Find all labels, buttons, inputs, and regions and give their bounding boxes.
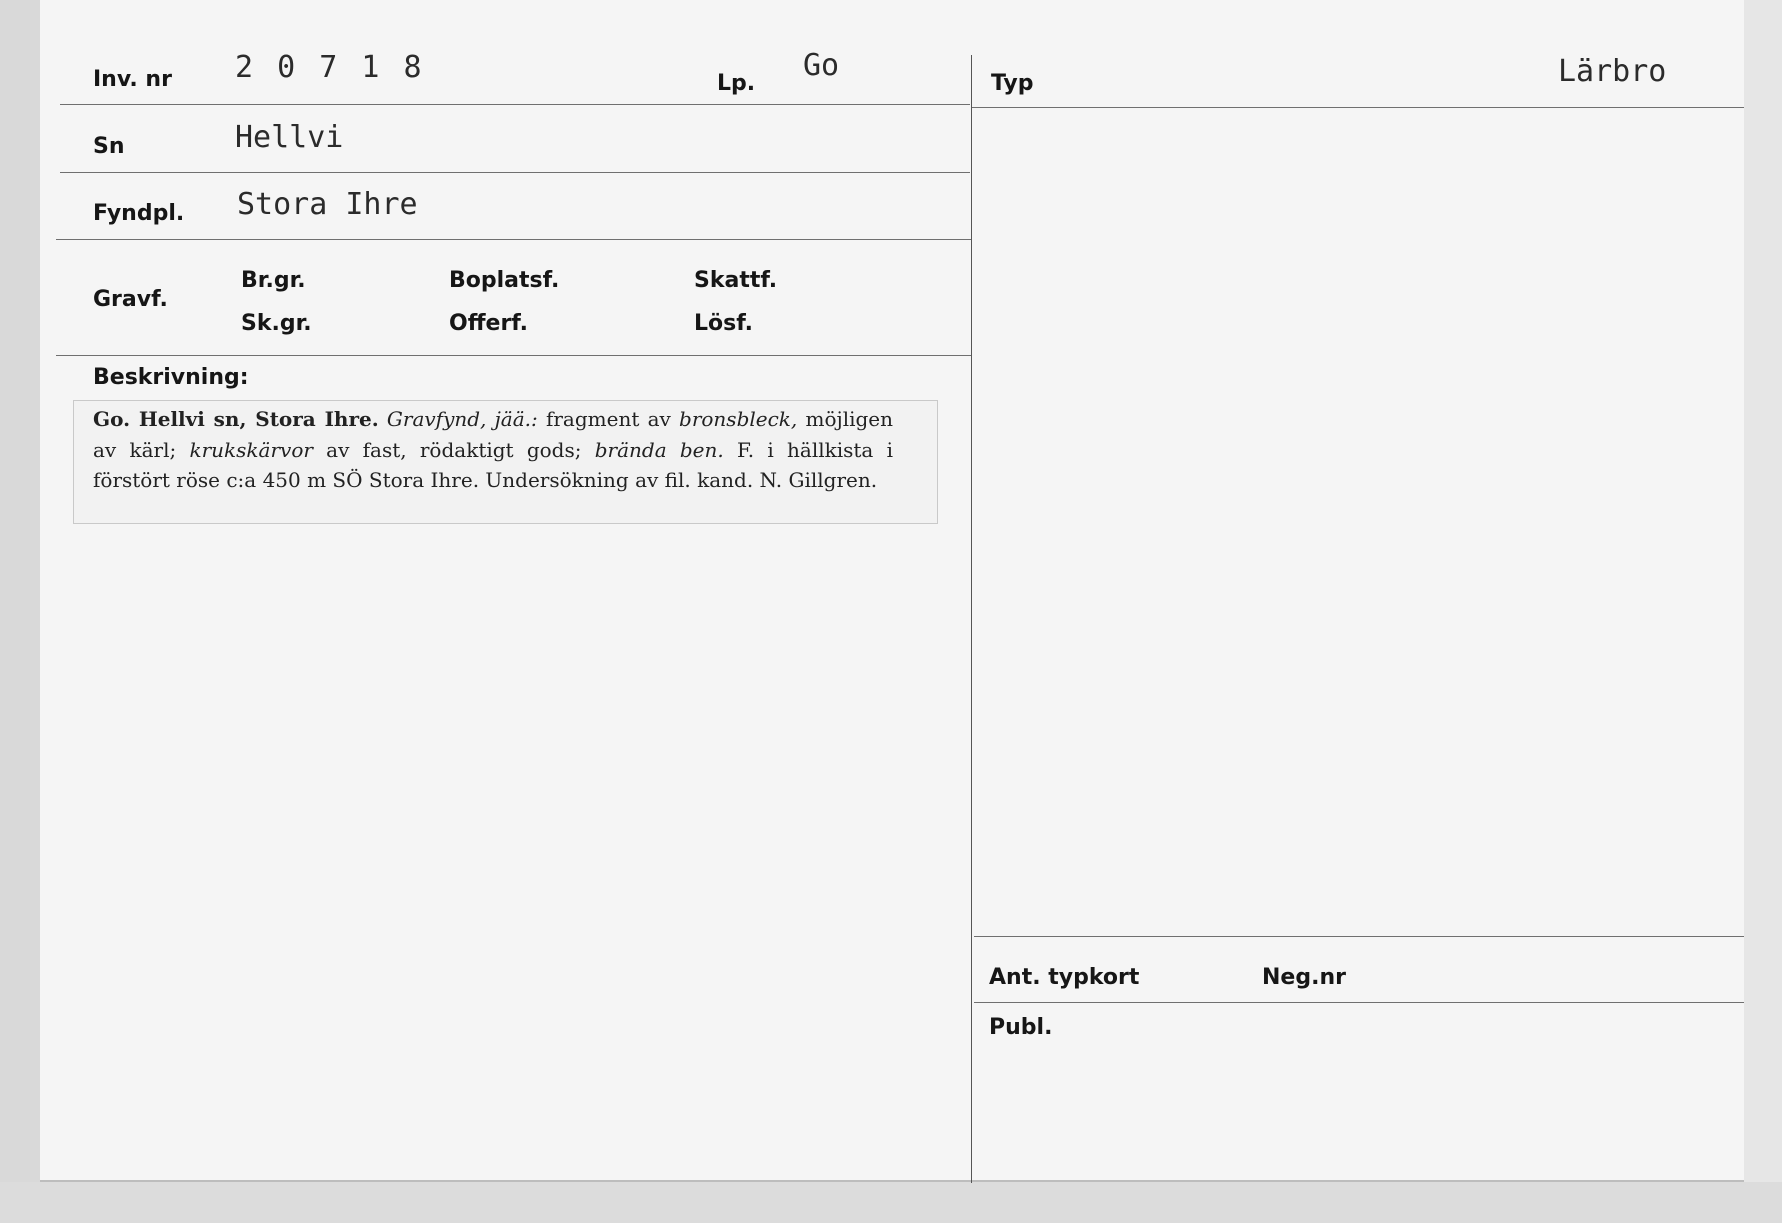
sn-label: Sn	[93, 134, 125, 159]
negnr-label: Neg.nr	[1262, 965, 1346, 990]
inv-nr-value: 2 0 7 1 8	[235, 50, 425, 85]
rule-inv	[60, 104, 970, 105]
skgr-label: Sk.gr.	[241, 311, 312, 336]
typ-value: Lärbro	[1558, 54, 1667, 89]
rule-publ-top	[974, 1002, 1744, 1003]
catalog-card	[40, 0, 1746, 1182]
typ-label: Typ	[991, 71, 1034, 96]
inv-nr-label: Inv. nr	[93, 67, 172, 92]
description-text-3: av fast, rödaktigt gods;	[326, 437, 582, 462]
ant-typkort-label: Ant. typkort	[989, 965, 1140, 990]
description-lead: Go. Hellvi sn, Stora Ihre.	[93, 407, 379, 431]
rule-fyndpl	[56, 239, 972, 240]
description-italic-3: krukskärvor	[189, 437, 313, 462]
brgr-label: Br.gr.	[241, 268, 306, 293]
losf-label: Lösf.	[694, 311, 753, 336]
rule-typkort-top	[974, 936, 1744, 937]
skattf-label: Skattf.	[694, 268, 778, 293]
rule-gravf	[56, 355, 972, 356]
rule-typ	[972, 107, 1744, 108]
gravf-label: Gravf.	[93, 287, 168, 312]
fyndpl-label: Fyndpl.	[93, 201, 185, 226]
publ-label: Publ.	[989, 1015, 1053, 1040]
column-divider	[971, 55, 972, 1183]
description-text-4: F. i hällkista i förstört röse c:a 450 m SÖ Stora Ihre. Undersökning av fil. kand. N. Gillgren.	[93, 437, 894, 492]
scan-bottom-margin	[0, 1182, 1782, 1223]
beskrivning-label: Beskrivning:	[93, 365, 249, 390]
description-italic-4: brända ben.	[594, 437, 724, 462]
lp-label: Lp.	[717, 71, 756, 96]
description-italic-2: bronsbleck,	[679, 407, 798, 431]
lp-value: Go	[803, 48, 840, 83]
rule-sn	[60, 172, 970, 173]
offerf-label: Offerf.	[449, 311, 529, 336]
boplatsf-label: Boplatsf.	[449, 268, 560, 293]
card-edge	[1744, 0, 1782, 1223]
description-text-2: möjligen av kärl;	[93, 407, 894, 462]
description-text-1: fragment av	[545, 407, 671, 431]
description-italic-1: Gravfynd, jää.:	[386, 407, 538, 431]
sn-value: Hellvi	[235, 120, 344, 155]
description-text	[93, 404, 893, 496]
fyndpl-value: Stora Ihre	[237, 187, 418, 222]
